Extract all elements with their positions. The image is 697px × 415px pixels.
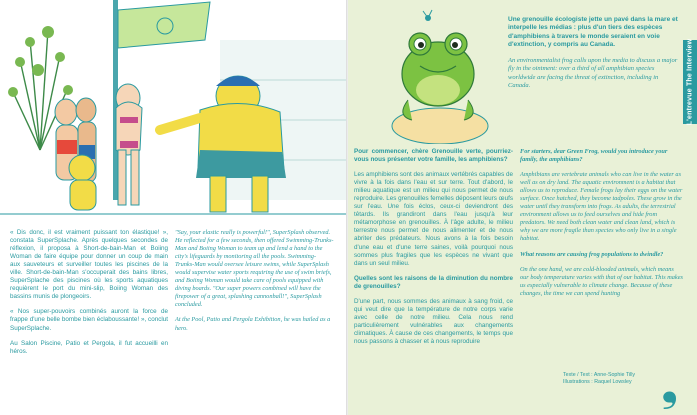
story-paragraph: « Dis donc, il est vraiment puissant ton élastique! », constata SuperSplache. Après quelques secondes de réflexion, il proposa à Short-de-bain-Man et Boiing Woman de faire équipe pour donner un coup de main aux sauveteurs et surveiller toutes les piscines de la ville. Short-de-bain-Man s'occuperait des bains libres, SuperSplache des piscines où les sports aquatiques requièrent le port du mini-slip, Boiing Woman des bassins munis de plongeoirs. [10,229,168,301]
quote-mark-icon: ❟ [661,360,679,411]
answer-fr: D'une part, nous sommes des animaux à sang froid, ce qui veut dire que la température de notre corps varie avec celle de notre milieu. Cela nous rend particulièrement vulnérables aux changements climatiques. À cause de ces changements, le temps que nous passons à chasser et à nous reproduire [354,297,513,345]
frog-illustration [368,4,508,144]
story-column-fr [10,229,168,363]
section-tab [683,40,697,124]
credits [563,372,635,386]
question-fr: Quelles sont les raisons de la diminution du nombre de grenouilles? [354,274,513,290]
story-column-en [175,229,335,340]
story-paragraph: At the Pool, Patio and Pergola Exhibition, he was hailed as a hero. [175,316,331,332]
right-page [348,0,697,415]
credit-illustrations: Illustrations : Raquel Lowsley [563,379,632,385]
story-paragraph: Au Salon Piscine, Patio et Pergola, il fut accueilli en héros. [10,339,168,355]
intro-block [508,16,678,98]
question-en: For starters, dear Green Frog, would you introduce your family, the amphibians? [520,148,668,164]
intro-fr: Une grenouille écologiste jette un pavé dans la mare et interpelle les médias : plus d'un tiers des espèces d'amphibiens à travers le monde seraient en voie d'extinction, y compris au Canada. [508,16,678,48]
answer-en: Amphibians are vertebrate animals who can live in the water as well as on dry land. The aquatic environment is a habitat that allows us to reproduce. Female frogs lay their eggs on the water surface. Once hatched, they become tadpoles. These grow in the water until they transform into frogs. As adults, the terrestrial environment allows us to feed ourselves and hide from predators. We need both clean water and clean land, which is why we are more fragile than species who only live in a single habitat. [520,171,683,243]
section-tab-label: L'entrevue The Interview [686,38,694,126]
answer-fr: Les amphibiens sont des animaux vertébrés capables de vivre à la fois dans l'eau et sur terre. Tout d'abord, le milieu aquatique est un milieu qui nous permet de nous reproduire. Les grenouilles femelles déposent leurs œufs sur l'eau. Une fois éclos, ceux-ci deviendront des têtards. Ils grandiront dans l'eau jusqu'à leur métamorphose en grenouilles. À l'âge adulte, le milieu terrestre nous permet de nous alimenter et de nous abriter des prédateurs. Nous avons à la fois besoin d'une eau et d'une terre saines, voilà pourquoi nous sommes plus fragiles que les espèces ne vivant que dans un seul milieu. [354,171,513,267]
credit-text: Texte / Text : Anne-Sophie Tilly [563,372,636,378]
interview-column-en [520,148,684,305]
answer-en: On the one hand, we are cold-blooded animals, which means our body temperature varies with that of our habitat. This makes us especially vulnerable to climate change. Because of these changes, the time we can spend hunting [520,265,683,297]
story-paragraph: "Say, your elastic really is powerful!", SuperSplash observed. He reflected for a few seconds, then offered Swimming-Trunks-Man and Boiing Woman to team up and lend a hand to the city's lifeguards by monitoring all the pools. Swimming-Trunks-Man would oversee leisure swims, while SuperSplash would supervise water sports requiring the use of swim briefs, and Boiing Woman would take care of pools equipped with diving boards. "Our super powers combined will have the firepower of a great, splashing cannonball!", SuperSplash concluded. [175,229,334,309]
superhero-illustration [0,0,348,222]
question-fr: Pour commencer, chère Grenouille verte, pourriez-vous nous présenter votre famille, les amphibiens? [354,148,513,164]
story-paragraph: « Nos super-pouvoirs combinés auront la force de frappe d'une belle bombe bien éclaboussante! », conclut SuperSplache. [10,308,168,332]
interview-column-fr [354,148,513,353]
left-page [0,0,348,415]
question-en: What reasons are causing frog populations to dwindle? [520,250,664,258]
intro-en: An environmentalist frog calls upon the media to discuss a major fly in the ointment: over a third of all amphibian species worldwide are facing the threat of extinction, including in Canada. [508,57,678,90]
